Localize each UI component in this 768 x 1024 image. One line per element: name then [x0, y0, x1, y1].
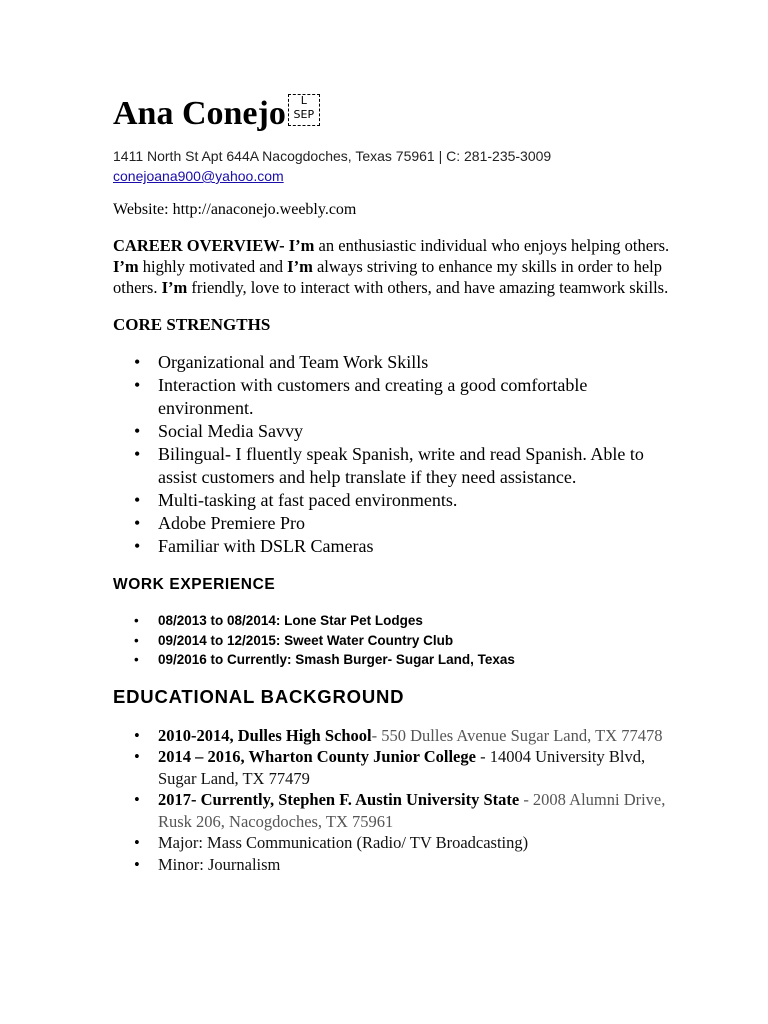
list-item	[113, 746, 673, 789]
bullet-icon: •	[134, 375, 141, 395]
bullet-icon: •	[134, 747, 140, 766]
bullet-icon: •	[134, 833, 140, 852]
strength-text: Organizational and Team Work Skills	[158, 352, 429, 372]
bullet-icon: •	[134, 444, 141, 464]
list-item	[113, 535, 673, 558]
career-overview	[113, 235, 673, 298]
list-item	[113, 420, 673, 443]
education-school: 2014 – 2016, Wharton County Junior College	[158, 747, 476, 766]
list-item	[113, 489, 673, 512]
education-detail: - 14004 University Blvd, Sugar Land, TX 77479	[158, 747, 646, 788]
resume-page	[113, 92, 673, 875]
bullet-icon: •	[134, 790, 140, 809]
list-item	[113, 650, 673, 670]
overview-im: I’m	[113, 257, 139, 276]
list-item	[113, 789, 673, 832]
bullet-icon: •	[134, 613, 139, 628]
strength-text: Social Media Savvy	[158, 421, 303, 441]
core-strengths-heading: CORE STRENGTHS	[113, 315, 271, 334]
career-overview-label: CAREER OVERVIEW-	[113, 236, 285, 255]
bullet-icon: •	[134, 652, 139, 667]
line-separator-glyph-icon	[288, 94, 320, 126]
resume-name	[113, 92, 673, 136]
education-heading: EDUCATIONAL BACKGROUND	[113, 685, 405, 707]
bullet-icon: •	[134, 536, 141, 556]
bullet-icon: •	[134, 490, 141, 510]
work-experience-list	[113, 611, 673, 670]
core-strengths-list	[113, 351, 673, 558]
bullet-icon: •	[134, 632, 139, 648]
list-item	[113, 512, 673, 535]
overview-im: I’m	[288, 236, 315, 255]
education-list	[113, 725, 673, 876]
strength-text: Interaction with customers and creating a good comfortable environment.	[158, 375, 588, 418]
strength-text: Bilingual- I fluently speak Spanish, write and read Spanish. Able to assist customers and help translate if they need assistance.	[158, 444, 644, 487]
overview-text: highly motivated and	[138, 257, 288, 276]
overview-text: an enthusiastic individual who enjoys helping others.	[314, 236, 670, 255]
list-item	[113, 832, 673, 854]
contact-block	[113, 146, 673, 186]
education-detail: - 2008 Alumni Drive, Rusk 206, Nacogdoches, TX 75961	[158, 790, 666, 831]
bullet-icon: •	[134, 725, 140, 745]
education-minor: Minor: Journalism	[158, 854, 281, 874]
strength-text: Familiar with DSLR Cameras	[158, 536, 374, 556]
list-item	[113, 351, 673, 374]
name-text: Ana Conejo	[113, 95, 286, 132]
education-school: 2017- Currently, Stephen F. Austin University State	[158, 790, 520, 809]
list-item	[113, 725, 673, 747]
list-item	[113, 854, 673, 876]
list-item	[113, 374, 673, 420]
bullet-icon: •	[134, 513, 141, 533]
overview-text: friendly, love to interact with others, and have amazing teamwork skills.	[187, 278, 669, 297]
list-item	[113, 631, 673, 651]
website-line: Website: http://anaconejo.weebly.com	[113, 201, 357, 218]
bullet-icon: •	[134, 352, 141, 372]
overview-text: always striving to enhance my skills in order to help others.	[113, 257, 663, 297]
work-item-text: 08/2013 to 08/2014: Lone Star Pet Lodges	[158, 613, 423, 628]
overview-im: I’m	[287, 257, 313, 276]
education-detail: - 550 Dulles Avenue Sugar Land, TX 77478	[371, 725, 663, 745]
education-school: 2010-2014, Dulles High School	[158, 725, 372, 745]
work-item-text: 09/2016 to Currently: Smash Burger- Sugar Land, Texas	[158, 652, 515, 667]
education-major: Major: Mass Communication (Radio/ TV Broadcasting)	[158, 833, 529, 852]
email-link[interactable]: conejoana900@yahoo.com	[113, 168, 284, 184]
bullet-icon: •	[134, 854, 140, 874]
bullet-icon: •	[134, 421, 141, 441]
list-item	[113, 611, 673, 631]
overview-im: I’m	[161, 278, 188, 297]
work-experience-heading: WORK EXPERIENCE	[113, 576, 276, 593]
strength-text: Adobe Premiere Pro	[158, 513, 305, 533]
strength-text: Multi-tasking at fast paced environments.	[158, 490, 458, 510]
address-line: 1411 North St Apt 644A Nacogdoches, Texas 75961 | C: 281-235-3009	[113, 148, 552, 164]
work-item-text: 09/2014 to 12/2015: Sweet Water Country Club	[158, 632, 454, 648]
list-item	[113, 443, 673, 489]
